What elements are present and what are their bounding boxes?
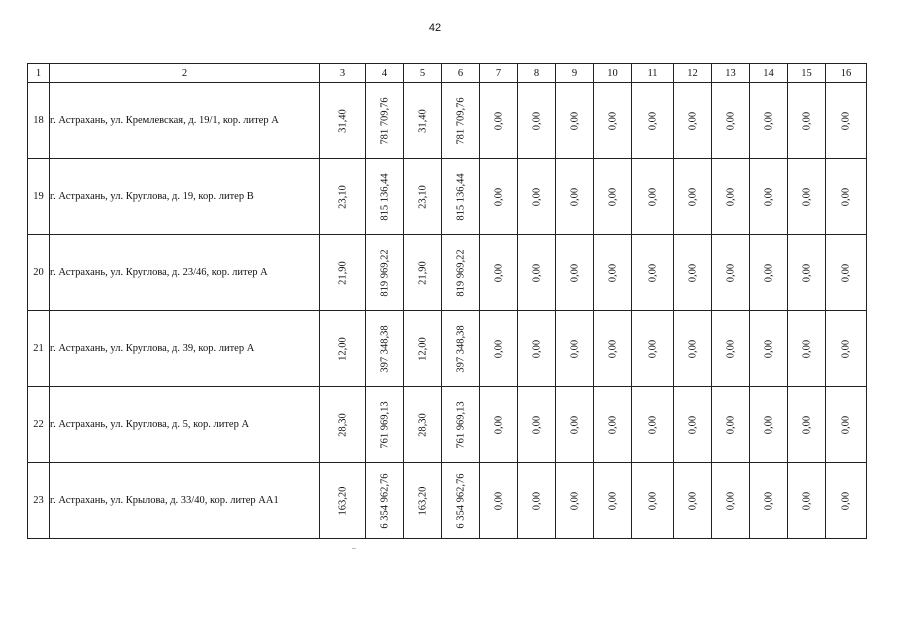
table-row (28, 311, 867, 387)
value-cell (556, 235, 594, 311)
table-row (28, 387, 867, 463)
value-cell (442, 311, 480, 387)
value-cell (404, 235, 442, 311)
value-text: 0,00 (801, 263, 812, 282)
value-text: 0,00 (801, 415, 812, 434)
value-text: 23,10 (337, 184, 348, 209)
value-cell (518, 159, 556, 235)
value-cell (366, 83, 404, 159)
value-cell (404, 463, 442, 539)
value-cell (632, 83, 674, 159)
value-text: 819 969,22 (379, 248, 390, 297)
value-text: 6 354 962,76 (455, 472, 466, 529)
value-text: 0,00 (687, 415, 698, 434)
address-cell: г. Астрахань, ул. Круглова, д. 5, кор. литер А (50, 387, 320, 463)
value-cell (712, 311, 750, 387)
value-cell (632, 235, 674, 311)
value-cell (826, 159, 867, 235)
value-text: 397 348,38 (379, 324, 390, 373)
value-cell (788, 83, 826, 159)
value-cell (788, 235, 826, 311)
value-text: 0,00 (687, 491, 698, 510)
value-text: 12,00 (337, 336, 348, 361)
value-cell (442, 83, 480, 159)
value-cell (712, 235, 750, 311)
value-cell (404, 311, 442, 387)
column-header: 15 (788, 64, 826, 83)
value-text: 0,00 (763, 491, 774, 510)
column-header: 2 (50, 64, 320, 83)
value-text: 781 709,76 (455, 96, 466, 145)
value-text: 23,10 (417, 184, 428, 209)
column-header: 5 (404, 64, 442, 83)
value-cell (632, 387, 674, 463)
value-cell (366, 159, 404, 235)
value-cell (632, 463, 674, 539)
value-cell (320, 387, 366, 463)
value-text: 815 136,44 (379, 172, 390, 221)
row-number: 19 (28, 159, 50, 235)
value-text: 0,00 (725, 491, 736, 510)
value-text: 761 969,13 (379, 400, 390, 449)
value-text: 0,00 (840, 187, 852, 206)
value-text: 0,00 (647, 491, 658, 510)
value-text: 819 969,22 (455, 248, 466, 297)
column-header: 4 (366, 64, 404, 83)
column-header: 11 (632, 64, 674, 83)
value-cell (788, 387, 826, 463)
value-text: 0,00 (607, 187, 618, 206)
column-header: 13 (712, 64, 750, 83)
value-text: 761 969,13 (455, 400, 466, 449)
value-text: 0,00 (531, 415, 542, 434)
value-text: 0,00 (647, 187, 658, 206)
column-header: 1 (28, 64, 50, 83)
value-cell (320, 159, 366, 235)
value-text: 0,00 (725, 339, 736, 358)
value-text: 0,00 (607, 111, 618, 130)
value-cell (594, 83, 632, 159)
row-number: 18 (28, 83, 50, 159)
value-text: 0,00 (801, 339, 812, 358)
address-cell: г. Астрахань, ул. Кремлевская, д. 19/1, кор. литер А (50, 83, 320, 159)
value-text: 0,00 (763, 111, 774, 130)
table-row (28, 83, 867, 159)
value-text: 0,00 (840, 263, 852, 282)
value-text: 21,90 (417, 260, 428, 285)
value-cell (320, 235, 366, 311)
value-cell (480, 387, 518, 463)
value-text: 0,00 (725, 111, 736, 130)
value-cell (750, 311, 788, 387)
value-text: 0,00 (647, 111, 658, 130)
value-text: 0,00 (801, 111, 812, 130)
address-cell: г. Астрахань, ул. Круглова, д. 39, кор. литер А (50, 311, 320, 387)
column-header: 8 (518, 64, 556, 83)
value-cell (826, 235, 867, 311)
value-text: 0,00 (647, 415, 658, 434)
value-text: 163,20 (337, 486, 348, 515)
value-cell (826, 83, 867, 159)
value-text: 0,00 (531, 111, 542, 130)
column-header: 14 (750, 64, 788, 83)
value-cell (556, 463, 594, 539)
value-text: 0,00 (687, 111, 698, 130)
value-cell (826, 311, 867, 387)
value-cell (632, 311, 674, 387)
value-text: 0,00 (531, 339, 542, 358)
value-cell (594, 235, 632, 311)
value-cell (518, 83, 556, 159)
value-text: 0,00 (493, 187, 504, 206)
page-number: 42 (428, 22, 442, 34)
value-text: 815 136,44 (455, 172, 466, 221)
value-text: 0,00 (569, 339, 580, 358)
value-cell (518, 387, 556, 463)
table-row (28, 463, 867, 539)
value-cell (750, 83, 788, 159)
value-cell (404, 83, 442, 159)
value-cell (480, 311, 518, 387)
value-text: 0,00 (647, 263, 658, 282)
value-text: 0,00 (569, 263, 580, 282)
value-cell (594, 311, 632, 387)
value-text: 0,00 (763, 415, 774, 434)
column-header: 9 (556, 64, 594, 83)
value-text: 0,00 (840, 491, 852, 510)
value-cell (442, 159, 480, 235)
value-text: 21,90 (337, 260, 348, 285)
value-text: 0,00 (569, 491, 580, 510)
value-cell (750, 387, 788, 463)
column-header: 6 (442, 64, 480, 83)
value-text: 0,00 (493, 415, 504, 434)
value-cell (366, 463, 404, 539)
value-cell (556, 159, 594, 235)
value-text: 0,00 (687, 263, 698, 282)
value-cell (404, 387, 442, 463)
value-cell (480, 463, 518, 539)
value-cell (518, 311, 556, 387)
scan-mark (352, 548, 356, 549)
value-text: 0,00 (763, 339, 774, 358)
value-cell (366, 387, 404, 463)
value-cell (594, 159, 632, 235)
value-text: 0,00 (607, 415, 618, 434)
value-cell (788, 159, 826, 235)
value-cell (320, 463, 366, 539)
value-text: 0,00 (493, 111, 504, 130)
value-cell (788, 311, 826, 387)
value-text: 0,00 (493, 339, 504, 358)
value-text: 0,00 (725, 187, 736, 206)
column-header: 7 (480, 64, 518, 83)
value-text: 31,40 (417, 108, 428, 133)
value-cell (712, 83, 750, 159)
value-text: 0,00 (569, 187, 580, 206)
value-text: 0,00 (801, 491, 812, 510)
value-cell (366, 235, 404, 311)
value-text: 31,40 (337, 108, 348, 133)
value-text: 0,00 (763, 187, 774, 206)
value-cell (518, 463, 556, 539)
value-text: 0,00 (725, 415, 736, 434)
column-header: 16 (826, 64, 867, 83)
data-table (27, 63, 867, 539)
value-cell (556, 83, 594, 159)
value-cell (674, 311, 712, 387)
value-cell (674, 387, 712, 463)
value-text: 781 709,76 (379, 96, 390, 145)
value-cell (674, 235, 712, 311)
value-text: 0,00 (493, 491, 504, 510)
value-cell (320, 311, 366, 387)
value-cell (632, 159, 674, 235)
row-number: 21 (28, 311, 50, 387)
column-header: 10 (594, 64, 632, 83)
value-text: 0,00 (687, 187, 698, 206)
value-cell (480, 159, 518, 235)
value-text: 0,00 (531, 187, 542, 206)
column-header: 12 (674, 64, 712, 83)
value-text: 6 354 962,76 (379, 472, 390, 529)
value-cell (712, 159, 750, 235)
value-text: 0,00 (763, 263, 774, 282)
row-number: 22 (28, 387, 50, 463)
value-text: 0,00 (840, 415, 852, 434)
value-text: 0,00 (607, 263, 618, 282)
value-cell (404, 159, 442, 235)
value-cell (518, 235, 556, 311)
value-text: 0,00 (725, 263, 736, 282)
column-header: 3 (320, 64, 366, 83)
value-text: 0,00 (801, 187, 812, 206)
header-row (28, 64, 867, 83)
value-cell (442, 235, 480, 311)
value-text: 0,00 (687, 339, 698, 358)
value-text: 0,00 (493, 263, 504, 282)
value-cell (556, 311, 594, 387)
value-cell (366, 311, 404, 387)
value-cell (674, 159, 712, 235)
value-cell (442, 463, 480, 539)
value-cell (750, 463, 788, 539)
row-number: 20 (28, 235, 50, 311)
value-text: 0,00 (531, 263, 542, 282)
table-row (28, 159, 867, 235)
value-cell (826, 387, 867, 463)
value-cell (826, 463, 867, 539)
value-cell (594, 463, 632, 539)
value-text: 0,00 (607, 339, 618, 358)
address-cell: г. Астрахань, ул. Круглова, д. 23/46, кор. литер А (50, 235, 320, 311)
value-cell (674, 83, 712, 159)
value-cell (480, 235, 518, 311)
value-cell (320, 83, 366, 159)
value-cell (750, 159, 788, 235)
value-text: 397 348,38 (455, 324, 466, 373)
value-text: 0,00 (840, 339, 852, 358)
row-number: 23 (28, 463, 50, 539)
value-text: 0,00 (569, 111, 580, 130)
value-cell (674, 463, 712, 539)
table-row (28, 235, 867, 311)
value-text: 12,00 (417, 336, 428, 361)
value-text: 0,00 (840, 111, 852, 130)
value-text: 0,00 (647, 339, 658, 358)
address-cell: г. Астрахань, ул. Крылова, д. 33/40, кор. литер АА1 (50, 463, 320, 539)
value-cell (712, 463, 750, 539)
value-cell (442, 387, 480, 463)
address-cell: г. Астрахань, ул. Круглова, д. 19, кор. литер В (50, 159, 320, 235)
value-cell (750, 235, 788, 311)
value-cell (594, 387, 632, 463)
value-text: 0,00 (569, 415, 580, 434)
value-cell (788, 463, 826, 539)
value-text: 28,30 (417, 412, 428, 437)
value-cell (712, 387, 750, 463)
value-cell (556, 387, 594, 463)
value-text: 28,30 (337, 412, 348, 437)
value-cell (480, 83, 518, 159)
value-text: 0,00 (531, 491, 542, 510)
value-text: 0,00 (607, 491, 618, 510)
value-text: 163,20 (417, 486, 428, 515)
